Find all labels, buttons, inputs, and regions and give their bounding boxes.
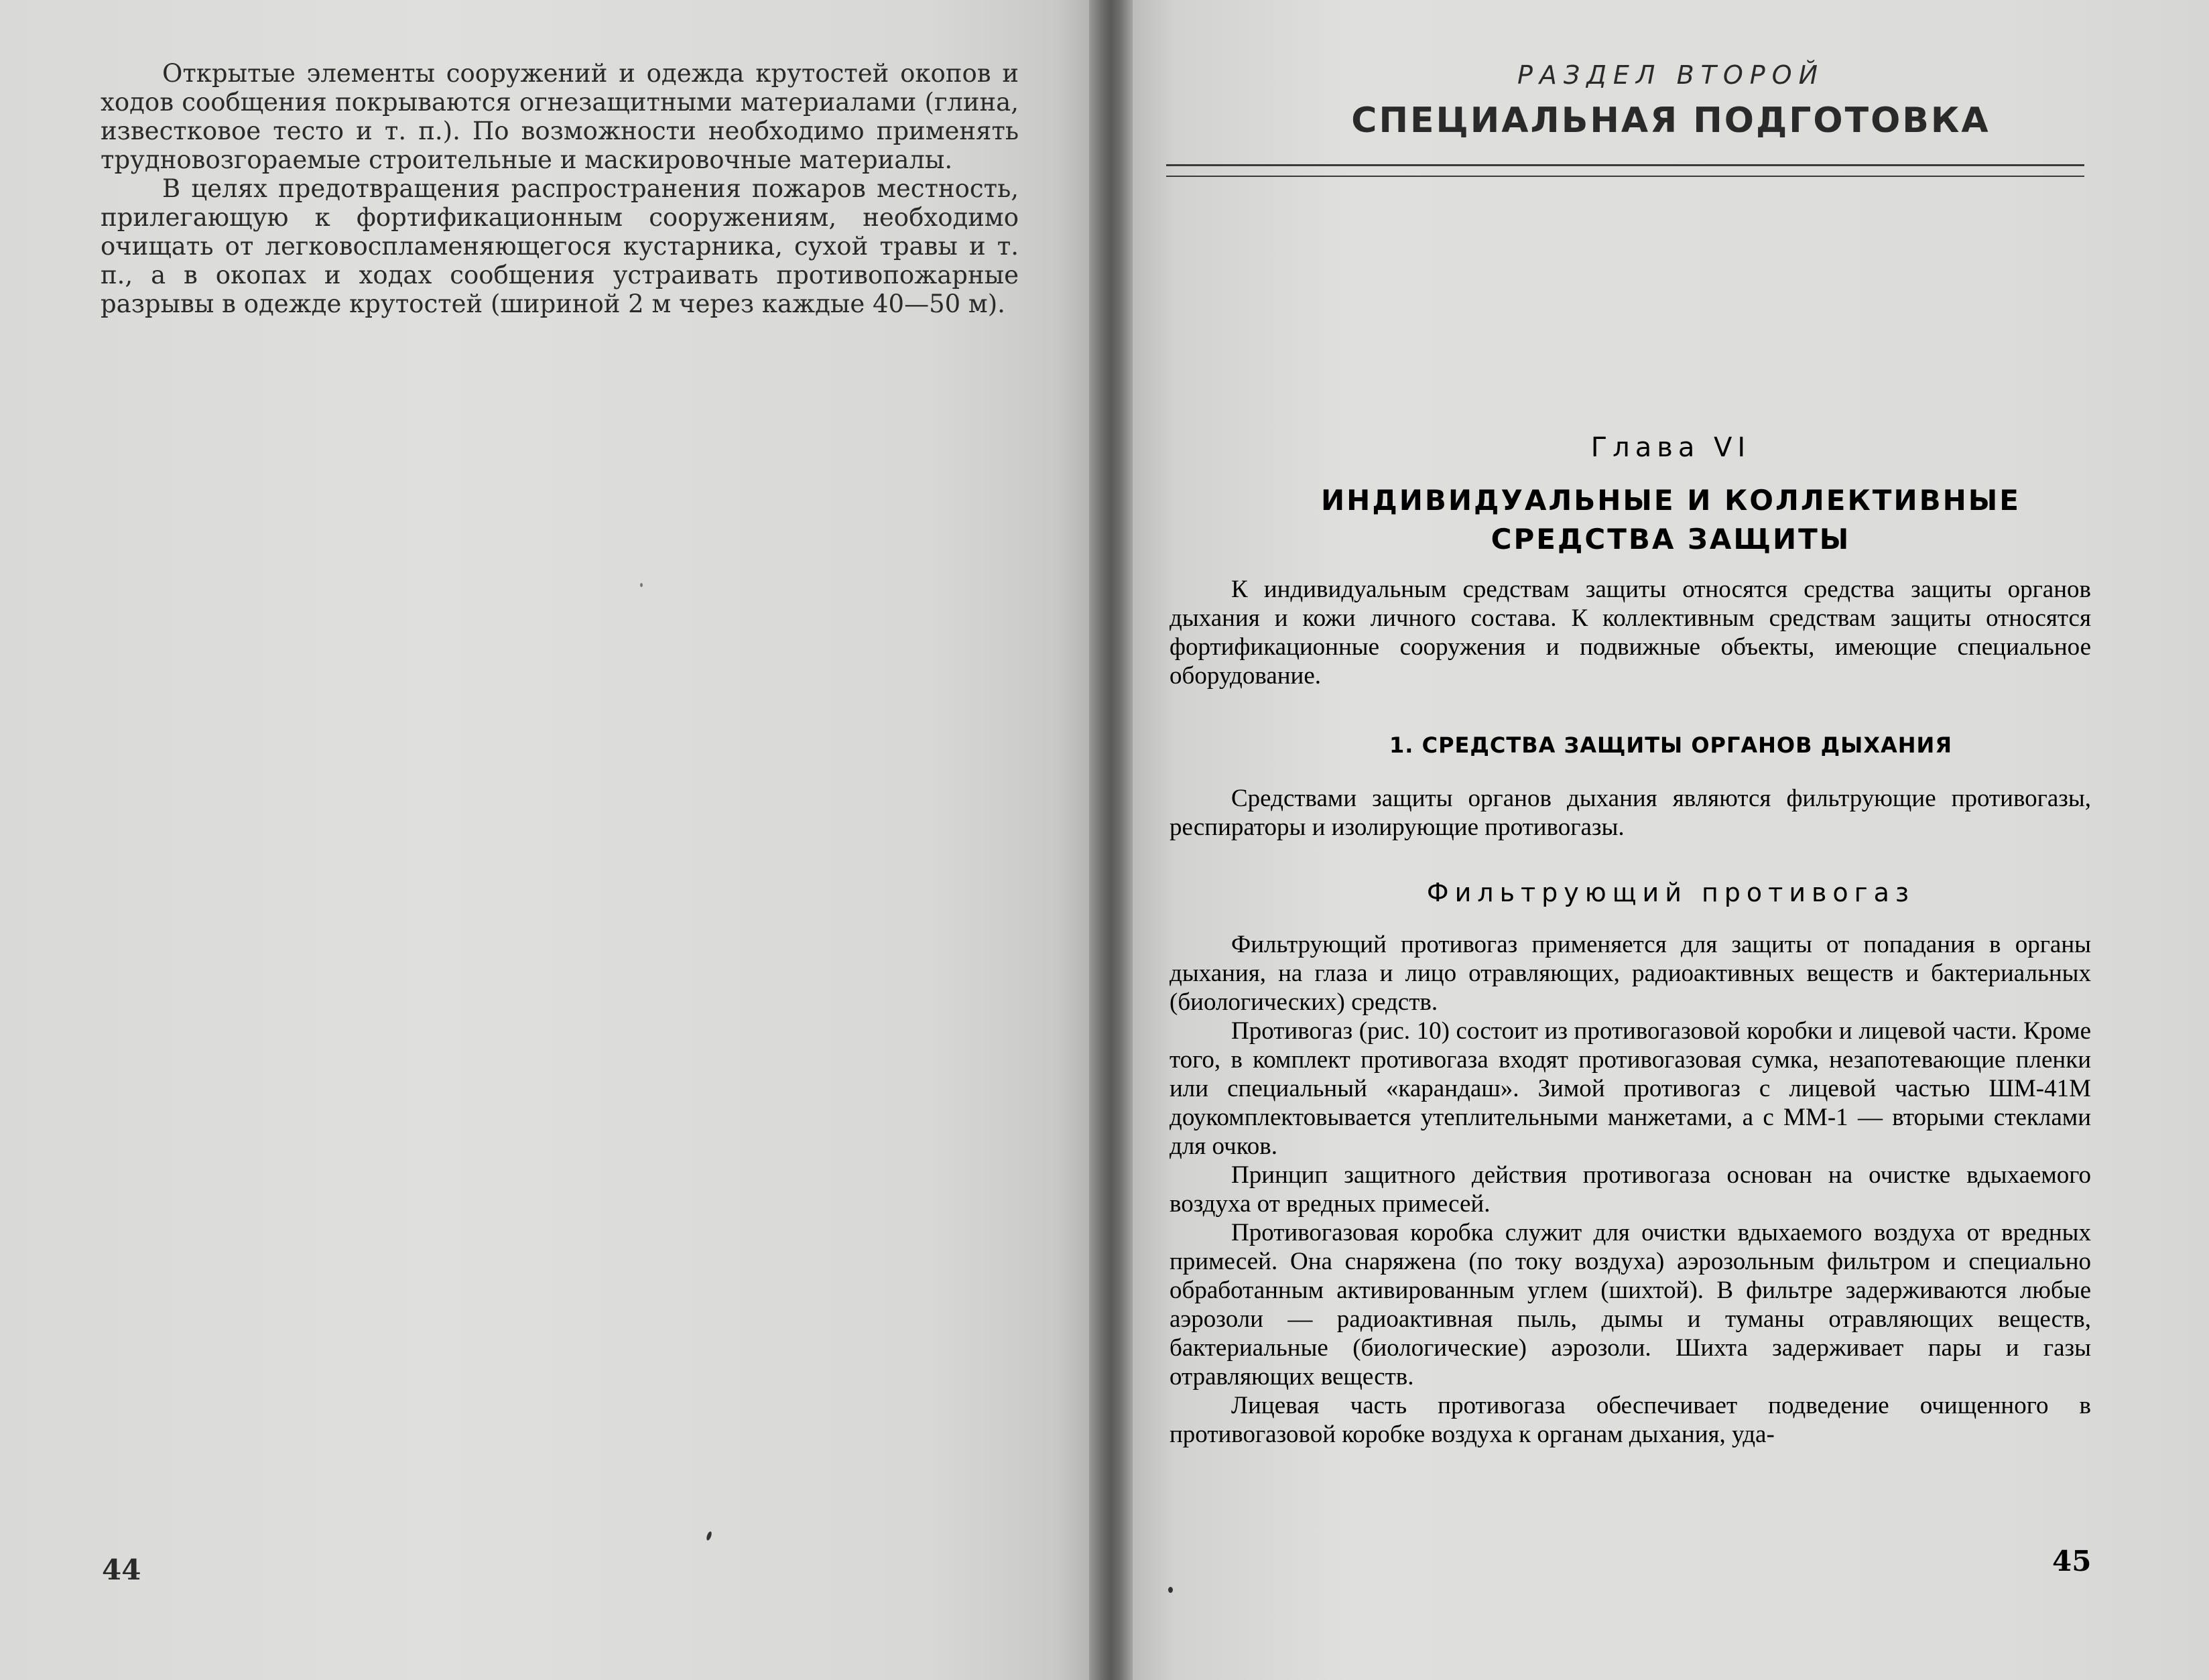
right-paragraph-2: Противогаз (рис. 10) состоит из противогазовой коробки и лицевой части. Кроме того, в комплект противогаза входят противогазовая сумка, незапотевающие пленки или специальный «карандаш». Зимой противогаз с лицевой частью ШМ-41М доукомплектовывается утеплительными манжетами, а с ММ-1 — вторыми стеклами для очков. xyxy=(1170,1017,2091,1160)
left-paragraph-1: Открытые элементы сооружений и одежда крутостей окопов и ходов сообщения покрываются огнезащитными материалами (глина, известковое тесто и т. п.). По возможности необходимо применять трудновозгораемые строительные и маскировочные материалы. xyxy=(101,59,1019,174)
section-label: РАЗДЕЛ ВТОРОЙ xyxy=(1517,60,1825,90)
right-paragraph-5: Лицевая часть противогаза обеспечивает подведение очищенного в противогазовой коробке воздуха к органам дыхания, уда- xyxy=(1170,1392,2091,1448)
gas-mask-heading: Фильтрующий противогаз xyxy=(1426,878,1915,907)
left-page xyxy=(0,0,1089,1680)
left-paragraph-2: В целях предотвращения распространения пожаров местность, прилегающую к фортификационным сооружениям, необходимо очищать от легковоспламеняющегося кустарника, сухой травы и т. п., а в окопах и ходах сообщения устраивать противопожарные разрывы в одежде крутостей (шириной 2 м через каждые 40—50 м). xyxy=(101,174,1019,318)
intro-paragraph: К индивидуальным средствам защиты относятся средства защиты органов дыхания и кожи личного состава. К коллективным средствам защиты относятся фортификационные сооружения и подвижные объекты, имеющие специальное оборудование. xyxy=(1170,576,2091,690)
chapter-title-line-2: СРЕДСТВА ЗАЩИТЫ xyxy=(1491,523,1851,556)
right-body-text xyxy=(1170,930,2091,1449)
title-rule-thick xyxy=(1166,164,2084,166)
chapter-title xyxy=(1133,481,2209,559)
section-title: СПЕЦИАЛЬНАЯ ПОДГОТОВКА xyxy=(1351,101,1991,141)
left-body-text xyxy=(101,59,1019,318)
right-paragraph-1: Фильтрующий противогаз применяется для защиты от попадания в органы дыхания, на глаза и лицо отравляющих, радиоактивных веществ и бактериальных (биологических) средств. xyxy=(1170,931,2091,1016)
left-page-number: 44 xyxy=(102,1553,141,1586)
intro-text xyxy=(1170,575,2091,690)
chapter-title-line-1: ИНДИВИДУАЛЬНЫЕ И КОЛЛЕКТИВНЫЕ xyxy=(1321,484,2021,517)
respiratory-paragraph: Средствами защиты органов дыхания являются фильтрующие противогазы, респираторы и изолирующие противогазы. xyxy=(1170,785,2091,841)
paper-speck xyxy=(640,583,643,587)
subsection-heading: 1. СРЕДСТВА ЗАЩИТЫ ОРГАНОВ ДЫХАНИЯ xyxy=(1389,732,1952,758)
book-gutter xyxy=(1089,0,1133,1680)
respiratory-text xyxy=(1170,784,2091,842)
chapter-number: Глава VI xyxy=(1590,432,1751,463)
right-paragraph-3: Принцип защитного действия противогаза основан на очистке вдыхаемого воздуха от вредных примесей. xyxy=(1170,1161,2091,1218)
right-paragraph-4: Противогазовая коробка служит для очистки вдыхаемого воздуха от вредных примесей. Она снаряжена (по току воздуха) аэрозольным фильтром и специально обработанным активированным углем (шихтой). В фильтре задерживаются любые аэрозоли — радиоактивная пыль, дымы и туманы отравляющих веществ, бактериальные (биологические) аэрозоли. Шихта задерживает пары и газы отравляющих веществ. xyxy=(1170,1219,2091,1391)
paper-speck xyxy=(1168,1587,1173,1593)
right-page-number: 45 xyxy=(2052,1545,2092,1577)
title-rule-thin xyxy=(1166,176,2084,177)
